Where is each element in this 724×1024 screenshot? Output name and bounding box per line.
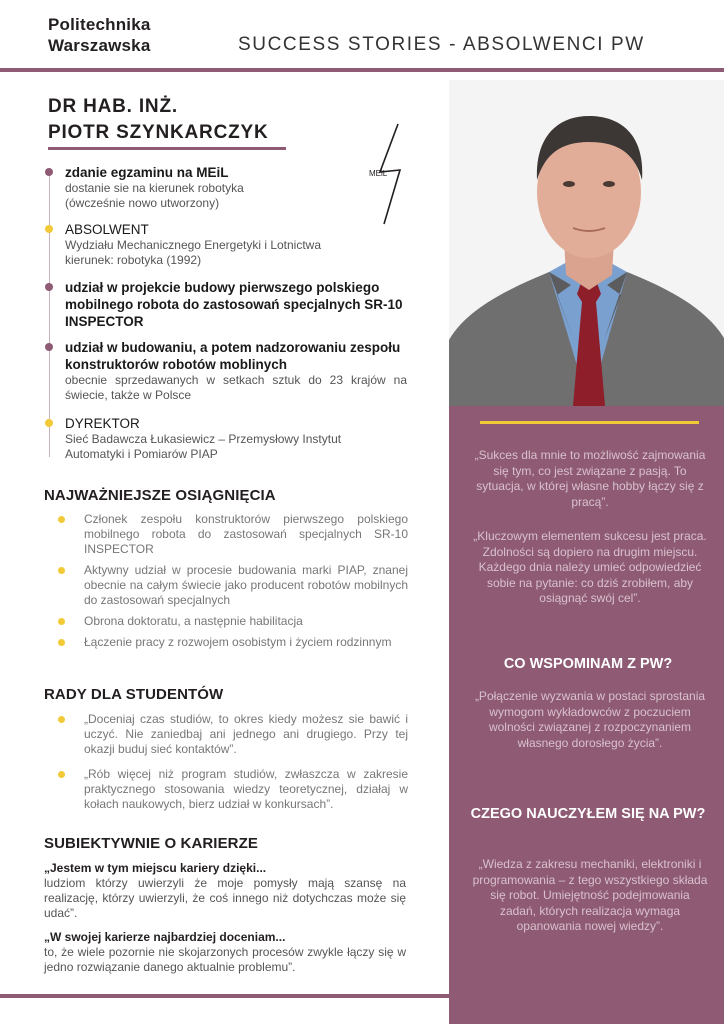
bullet-dot: [58, 639, 65, 646]
career-question: „W swojej karierze najbardziej doceniam...: [44, 930, 286, 944]
achievements-list: [58, 512, 408, 650]
advice-heading: RADY DLA STUDENTÓW: [44, 686, 224, 703]
bullet-dot: [58, 618, 65, 625]
list-item: [58, 712, 408, 757]
list-item-text: Aktywny udział w procesie budowania marki PIAP, znanej obecnie na całym świecie jako producent robotów mobilnych do zastosowań specjalnych: [84, 563, 408, 607]
portrait-illustration: [449, 80, 724, 406]
list-item-text: „Doceniaj czas studiów, to okres kiedy możesz sie bawić i uczyć. Nie zaniedbaj ani jednego ani drugiego. Przy tej okazji buduj sieć kontaktów”.: [84, 712, 408, 756]
timeline-dot: [45, 225, 53, 233]
timeline-dot: [45, 419, 53, 427]
panel-accent-line: [480, 421, 699, 424]
name-underline: [48, 147, 286, 150]
timeline-subtitle: obecnie sprzedawanych w setkach sztuk do 23 krajów na świecie, także w Polsce: [65, 373, 407, 402]
career-answer: to, że wiele pozornie nie skojarzonych procesów zwykle łączy się w jedno rozwiązanie danego aktualnie problemu”.: [44, 945, 406, 974]
bullet-dot: [58, 567, 65, 574]
timeline-dot: [45, 283, 53, 291]
bullet-dot: [58, 516, 65, 523]
panel-quote: „Sukces dla mnie to możliwość zajmowania się tym, co jest związane z pasją. To sytuacja, w której własne hobby łączy się z pracą”.: [474, 448, 706, 509]
bullet-dot: [58, 716, 65, 723]
achievements-heading: NAJWAŻNIEJSZE OSIĄGNIĘCIA: [44, 487, 276, 504]
timeline-dot: [45, 343, 53, 351]
academic-title: DR HAB. INŻ.: [48, 96, 178, 117]
bottom-divider: [0, 994, 449, 998]
list-item: [58, 767, 408, 812]
list-item: [58, 614, 408, 629]
career-block: [44, 861, 406, 975]
full-name: PIOTR SZYNKARCZYK: [48, 122, 269, 143]
university-logo: [48, 14, 151, 56]
timeline-title: DYREKTOR: [65, 416, 140, 431]
timeline-subtitle: dostanie sie na kierunek robotyka (ówcześnie nowo utworzony): [65, 181, 244, 210]
list-item: [58, 635, 408, 650]
bullet-dot: [58, 771, 65, 778]
timeline-title: udział w budowaniu, a potem nadzorowaniu zespołu konstruktorów robotów moblinych: [65, 340, 401, 372]
career-answer: ludziom którzy uwierzyli że moje pomysły mają szansę na realizację, którzy uwierzyli, że coś innego niż dotychczas może się udać”.: [44, 876, 406, 920]
list-item-text: Członek zespołu konstruktorów pierwszego polskiego mobilnego robota do zastosowań specjalnych SR-10 INSPECTOR: [84, 512, 408, 556]
logo-line-1: Politechnika: [48, 15, 151, 34]
timeline-title: udział w projekcie budowy pierwszego polskiego mobilnego robota do zastosowań specjalnych SR-10 INSPECTOR: [65, 280, 403, 329]
timeline-item: [45, 164, 413, 211]
list-item: [58, 512, 408, 557]
timeline-dot: [45, 168, 53, 176]
timeline-title: ABSOLWENT: [65, 222, 149, 237]
panel-quote: „Wiedza z zakresu mechaniki, elektroniki i programowania – z tego wszystkiego składa się robot. Umiejętność podejmowania zadań, których realizacja wymaga opanowania nowej wiedzy”.: [472, 857, 708, 933]
logo-line-2: Warszawska: [48, 36, 151, 55]
panel-heading: CZEGO NAUCZYŁEM SIĘ NA PW?: [470, 806, 706, 822]
timeline-item: [45, 339, 413, 403]
portrait-photo: [449, 80, 724, 406]
timeline-item: [45, 279, 413, 330]
list-item-text: Obrona doktoratu, a następnie habilitacja: [84, 614, 303, 628]
career-heading: SUBIEKTYWNIE O KARIERZE: [44, 835, 258, 852]
panel-quote: „Połączenie wyzwania w postaci sprostania wymogom wykładowców z poczuciem wolności związanej z rozpoczynaniem własnego dorosłego życia”.: [474, 689, 706, 750]
list-item-text: Łączenie pracy z rozwojem osobistym i życiem rodzinnym: [84, 635, 392, 649]
panel-quote: „Kluczowym elementem sukcesu jest praca. Zdolności są dopiero na drugim miejscu. Każdego dnia należy umieć odpowiedzieć sobie na pytanie: co dziś zrobiłem, aby osiągnąć swój cel”.: [473, 529, 707, 605]
timeline-item: [45, 415, 413, 462]
list-item-text: „Rób więcej niż program studiów, zwłaszcza w zakresie praktycznego stosowania wiedzy teoretycznej, działaj w kołach naukowych, bierz udział w konkursach”.: [84, 767, 408, 811]
timeline-subtitle: Sieć Badawcza Łukasiewicz – Przemysłowy Instytut Automatyki i Pomiarów PIAP: [65, 432, 342, 461]
career-question: „Jestem w tym miejscu kariery dzięki...: [44, 861, 267, 875]
timeline-item: [45, 221, 413, 268]
panel-heading: CO WSPOMINAM Z PW?: [503, 656, 673, 672]
timeline-title: zdanie egzaminu na MEiL: [65, 165, 229, 180]
timeline-subtitle: Wydziału Mechanicznego Energetyki i Lotnictwa kierunek: robotyka (1992): [65, 238, 322, 267]
list-item: [58, 563, 408, 608]
page-header-title: SUCCESS STORIES - ABSOLWENCI PW: [238, 34, 645, 55]
faculty-logo-text: MEiL: [369, 169, 388, 178]
advice-list: [58, 712, 408, 812]
person-name: [48, 94, 269, 146]
top-divider: [0, 68, 724, 72]
